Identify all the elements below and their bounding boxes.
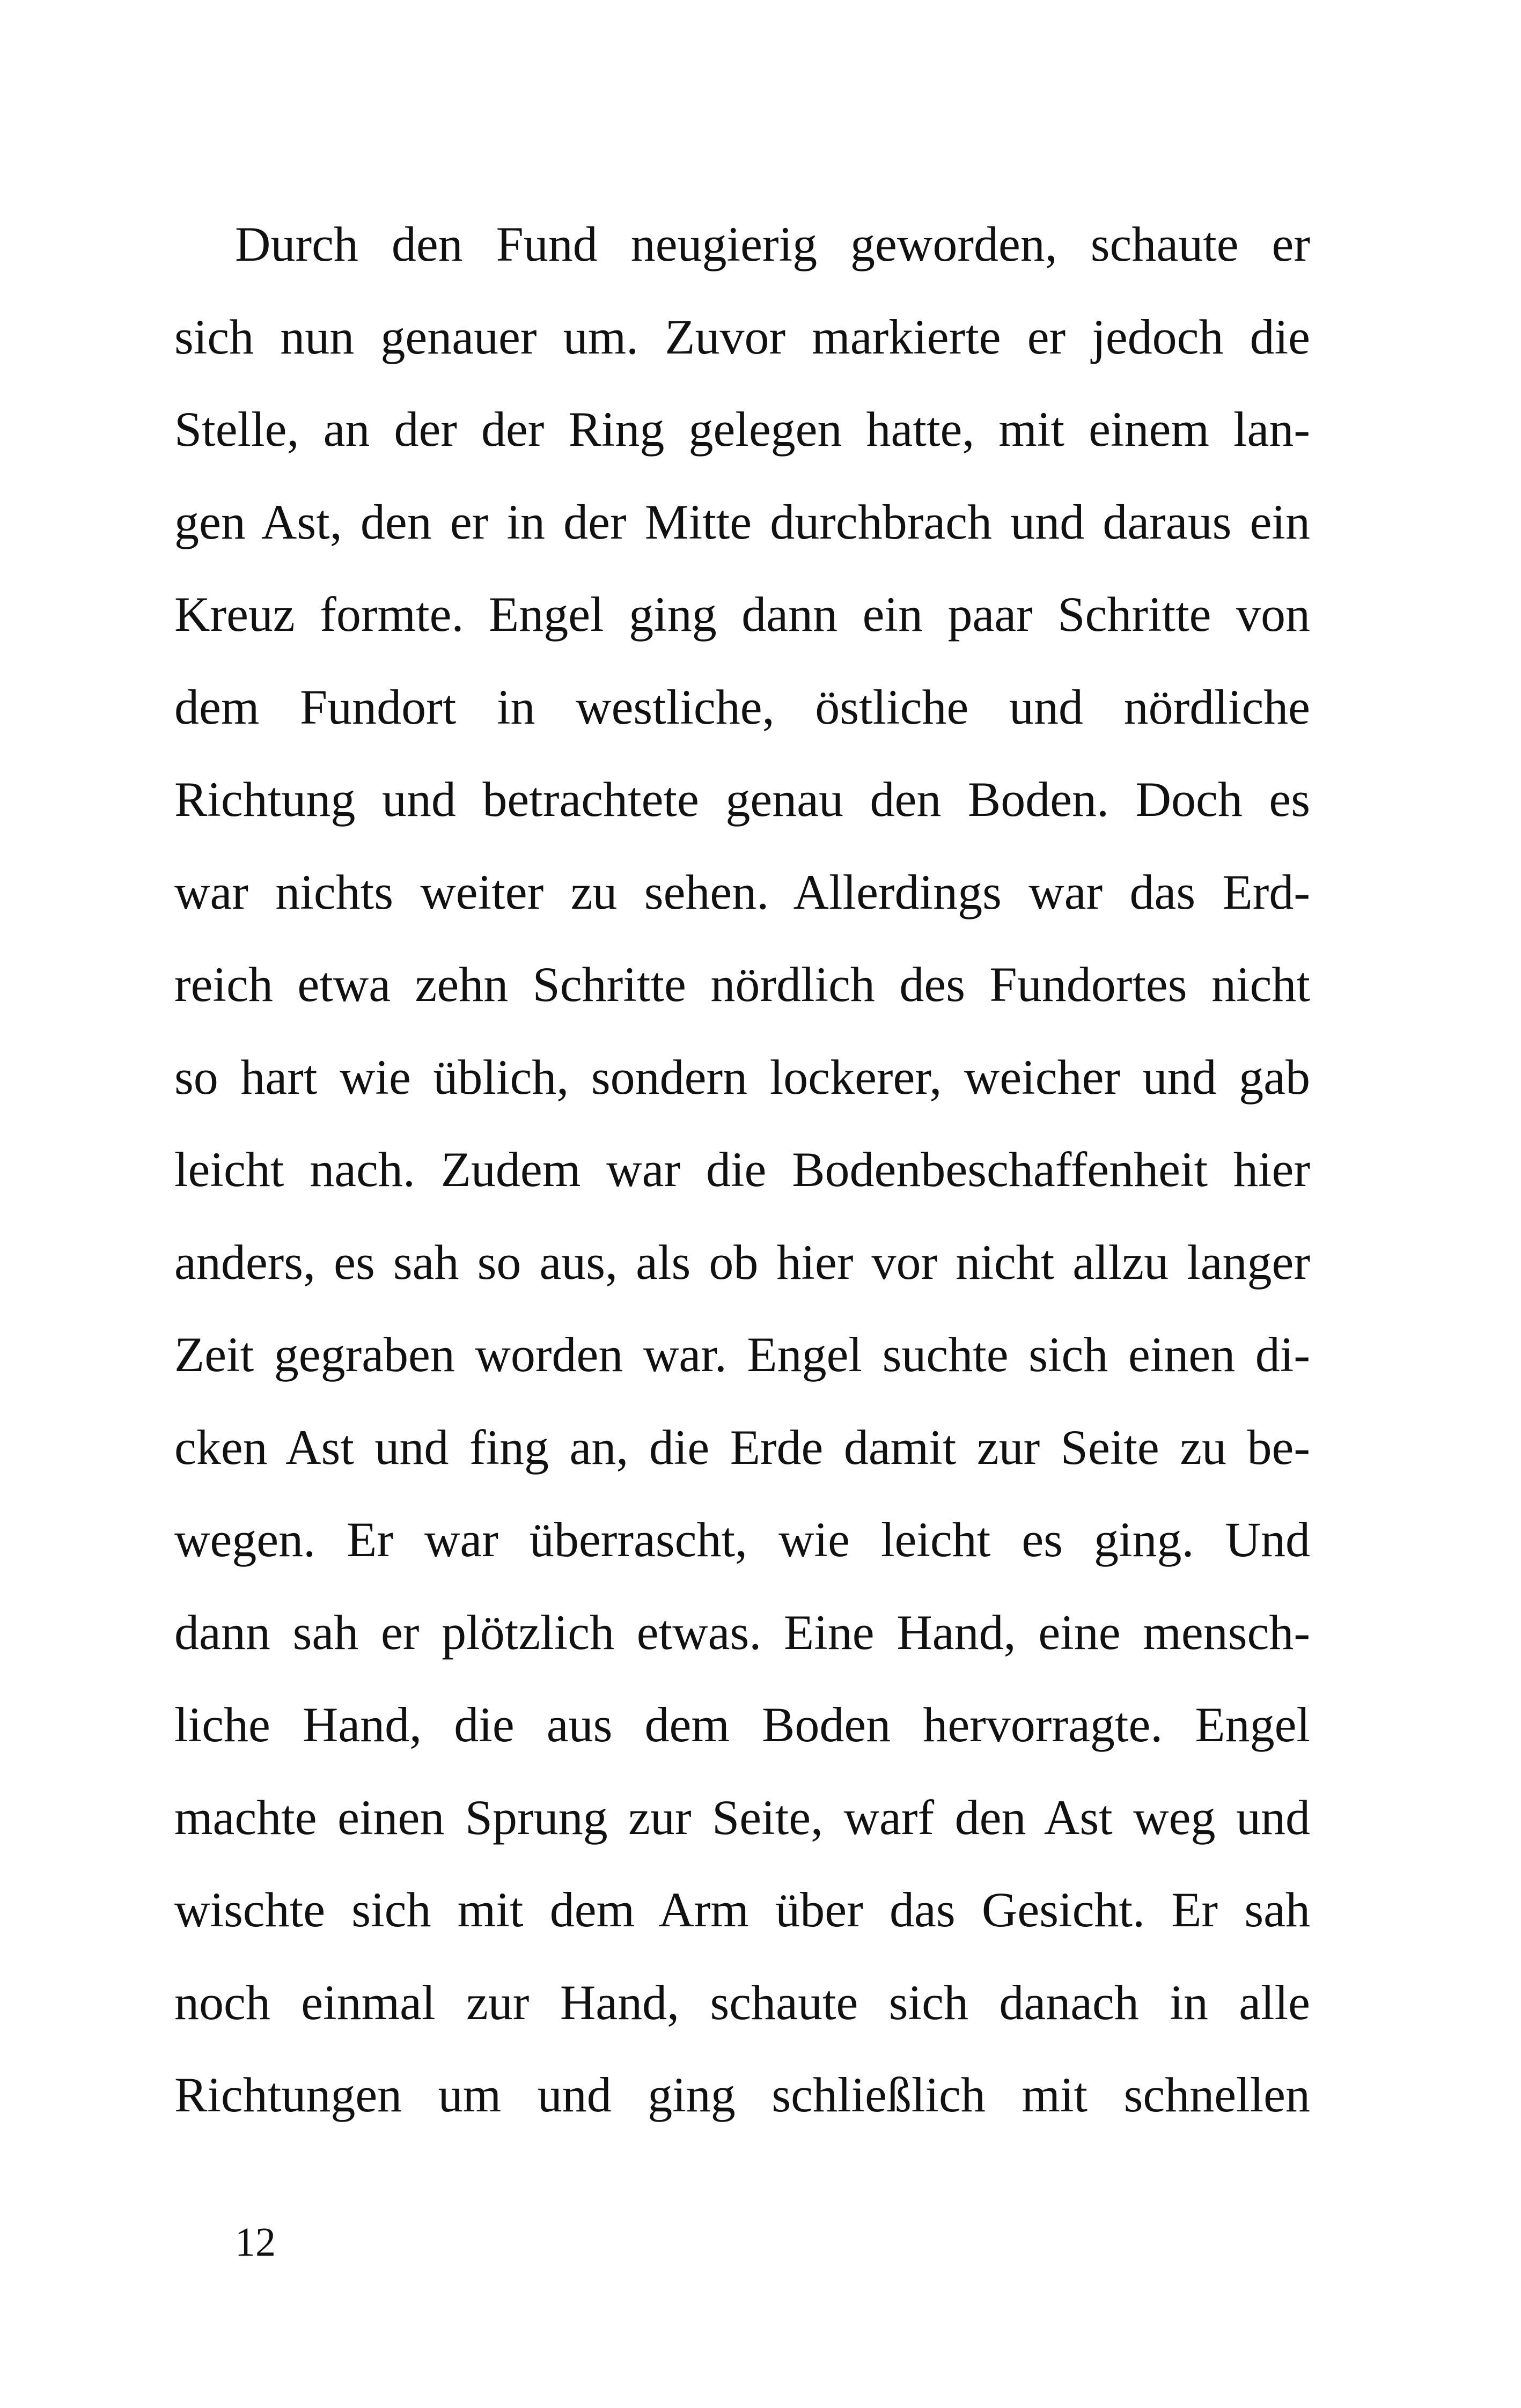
text-line: noch einmal zur Hand, schaute sich danach in alle (174, 1975, 1310, 2030)
text-line: cken Ast und fing an, die Erde damit zur Seite zu be- (174, 1419, 1310, 1475)
text-line: Kreuz formte. Engel ging dann ein paar Schritte von (174, 587, 1310, 642)
text-line: war nichts weiter zu sehen. Allerdings war das Erd- (174, 864, 1310, 919)
body-paragraph (174, 215, 1310, 2158)
text-line: Stelle, an der der Ring gelegen hatte, mit einem lan- (174, 402, 1310, 456)
text-line: gen Ast, den er in der Mitte durchbrach und daraus ein (174, 494, 1310, 549)
text-line: wegen. Er war überrascht, wie leicht es ging. Und (174, 1512, 1310, 1567)
page-number: 12 (235, 2220, 276, 2265)
text-line: Richtung und betrachtete genau den Boden. Doch es (174, 772, 1310, 827)
text-line: wischte sich mit dem Arm über das Gesicht. Er sah (174, 1882, 1310, 1937)
text-line: liche Hand, die aus dem Boden hervorragte. Engel (174, 1697, 1310, 1752)
text-line: Zeit gegraben worden war. Engel suchte sich einen di- (174, 1327, 1310, 1382)
text-line: so hart wie üblich, sondern lockerer, weicher und gab (174, 1049, 1310, 1104)
text-line: leicht nach. Zudem war die Bodenbeschaffenheit hier (174, 1142, 1310, 1197)
text-line: sich nun genauer um. Zuvor markierte er jedoch die (174, 309, 1310, 364)
text-line: machte einen Sprung zur Seite, warf den Ast weg und (174, 1790, 1310, 1845)
text-line: dem Fundort in westliche, östliche und nördliche (174, 679, 1310, 734)
text-line: Richtungen um und ging schließlich mit schnellen (174, 2067, 1310, 2122)
text-line: Durch den Fund neugierig geworden, schaute er (235, 217, 1310, 271)
text-line: anders, es sah so aus, als ob hier vor nicht allzu langer (174, 1234, 1310, 1290)
text-line: dann sah er plötzlich etwas. Eine Hand, eine mensch- (174, 1604, 1310, 1660)
text-line: reich etwa zehn Schritte nördlich des Fundortes nicht (174, 957, 1310, 1012)
